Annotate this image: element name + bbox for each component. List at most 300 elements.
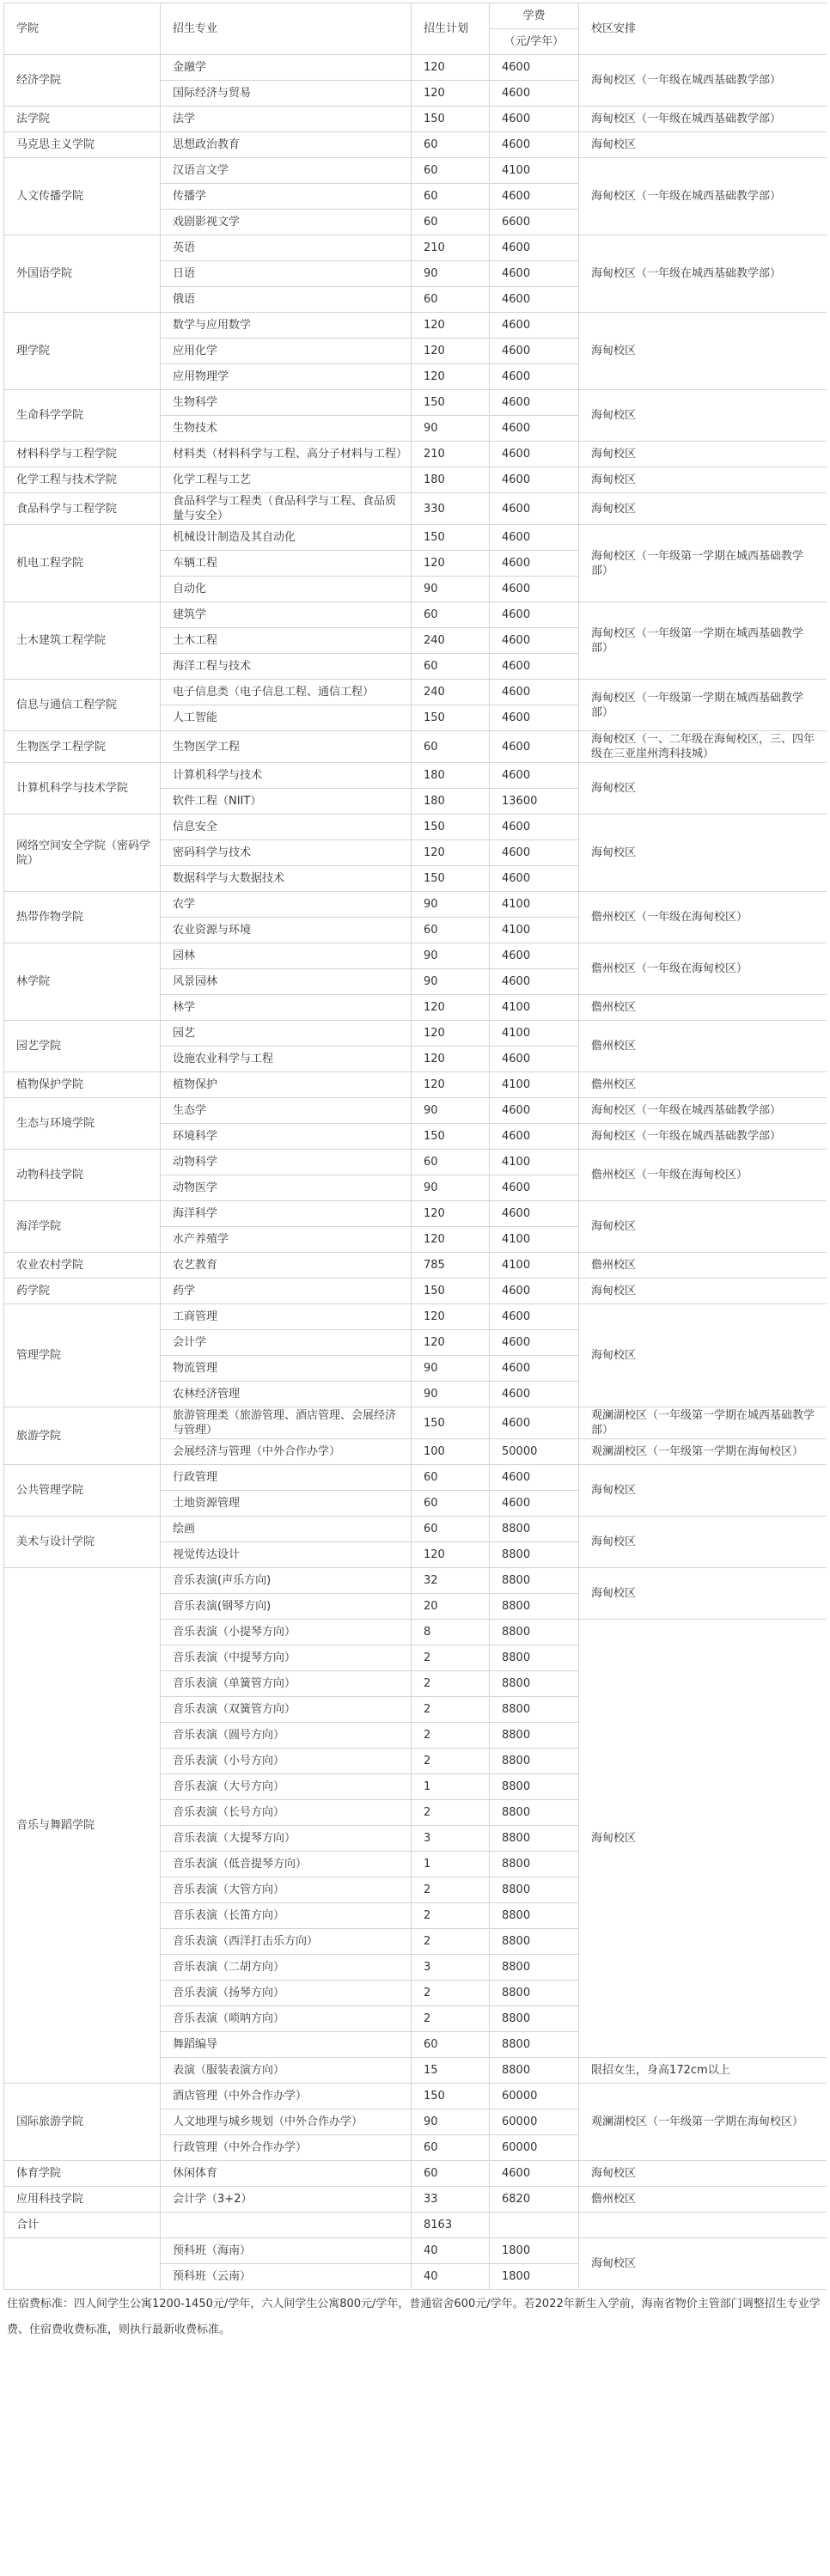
fee-cell: 4100 xyxy=(490,995,579,1021)
campus-cell: 限招女生，身高172cm以上 xyxy=(579,2058,827,2084)
plan-cell: 120 xyxy=(412,551,490,577)
college-cell: 信息与通信工程学院 xyxy=(4,680,161,731)
plan-cell: 90 xyxy=(412,1175,490,1201)
campus-cell: 海甸校区 xyxy=(579,2161,827,2187)
plan-cell: 2 xyxy=(412,1877,490,1903)
fee-cell: 4600 xyxy=(490,390,579,416)
fee-cell: 4600 xyxy=(490,1098,579,1124)
campus-cell: 海甸校区（一年级第一学期在城西基础教学部） xyxy=(579,602,827,680)
major-cell: 音乐表演（单簧管方向） xyxy=(161,1671,412,1697)
table-row xyxy=(4,55,827,81)
table-row xyxy=(4,2084,827,2109)
campus-cell: 海甸校区（一年级第一学期在城西基础教学部） xyxy=(579,525,827,602)
fee-cell: 8800 xyxy=(490,1645,579,1671)
fee-cell: 4600 xyxy=(490,705,579,731)
plan-cell: 32 xyxy=(412,1568,490,1594)
college-cell: 热带作物学院 xyxy=(4,892,161,943)
major-cell: 动物医学 xyxy=(161,1175,412,1201)
table-row xyxy=(4,132,827,158)
accommodation-footnote: 住宿费标准：四人间学生公寓1200-1450元/学年，六人间学生公寓800元/学年，普通宿舍600元/学年。若2022年新生入学前，海南省物价主管部门调整招生专业学费、住宿费收费标准，则执行最新收费标准。 xyxy=(7,2298,821,2336)
plan-cell: 90 xyxy=(412,1356,490,1382)
fee-cell: 4600 xyxy=(490,969,579,995)
campus-cell: 海甸校区 xyxy=(579,493,827,525)
plan-cell: 2 xyxy=(412,1903,490,1929)
major-cell: 林学 xyxy=(161,995,412,1021)
fee-cell: 4600 xyxy=(490,840,579,866)
fee-cell: 4600 xyxy=(490,184,579,210)
college-cell: 海洋学院 xyxy=(4,1201,161,1253)
plan-cell: 120 xyxy=(412,1542,490,1568)
college-cell: 网络空间安全学院（密码学院） xyxy=(4,815,161,892)
major-cell: 信息安全 xyxy=(161,815,412,840)
major-cell: 思想政治教育 xyxy=(161,132,412,158)
fee-cell xyxy=(490,2213,579,2238)
plan-cell: 33 xyxy=(412,2187,490,2213)
plan-cell: 150 xyxy=(412,815,490,840)
campus-cell: 儋州校区（一年级在海甸校区） xyxy=(579,1150,827,1201)
table-row xyxy=(4,1021,827,1047)
fee-cell: 4600 xyxy=(490,107,579,132)
plan-cell: 100 xyxy=(412,1439,490,1465)
campus-cell: 儋州校区 xyxy=(579,995,827,1021)
table-row xyxy=(4,1098,827,1124)
plan-cell: 3 xyxy=(412,1955,490,1981)
college-cell: 林学院 xyxy=(4,943,161,1021)
college-cell: 美术与设计学院 xyxy=(4,1517,161,1568)
fee-cell: 4600 xyxy=(490,1124,579,1150)
fee-cell: 4100 xyxy=(490,892,579,918)
major-cell: 音乐表演（小提琴方向） xyxy=(161,1620,412,1645)
college-cell: 生态与环境学院 xyxy=(4,1098,161,1150)
plan-cell: 120 xyxy=(412,995,490,1021)
fee-cell: 4600 xyxy=(490,2161,579,2187)
fee-cell: 8800 xyxy=(490,1774,579,1800)
campus-cell: 儋州校区 xyxy=(579,1253,827,1279)
campus-cell: 海甸校区 xyxy=(579,132,827,158)
major-cell: 农艺教育 xyxy=(161,1253,412,1279)
fee-cell: 8800 xyxy=(490,1826,579,1852)
header-fee xyxy=(490,3,579,55)
fee-cell: 4600 xyxy=(490,235,579,261)
plan-cell: 2 xyxy=(412,1800,490,1826)
campus-cell: 海甸校区 xyxy=(579,1620,827,2058)
header-fee-unit: （元/学年） xyxy=(490,28,578,54)
major-cell: 工商管理 xyxy=(161,1304,412,1330)
major-cell: 音乐表演（中提琴方向） xyxy=(161,1645,412,1671)
table-row xyxy=(4,1201,827,1227)
college-cell: 材料科学与工程学院 xyxy=(4,442,161,467)
college-cell: 药学院 xyxy=(4,1279,161,1304)
fee-cell: 8800 xyxy=(490,1981,579,2006)
major-cell: 法学 xyxy=(161,107,412,132)
campus-cell: 海甸校区 xyxy=(579,1465,827,1517)
college-cell: 生物医学工程学院 xyxy=(4,731,161,763)
header-major: 招生专业 xyxy=(161,3,412,55)
major-cell: 金融学 xyxy=(161,55,412,81)
plan-cell: 2 xyxy=(412,1645,490,1671)
fee-cell: 4600 xyxy=(490,1382,579,1407)
college-cell: 土木建筑工程学院 xyxy=(4,602,161,680)
major-cell: 电子信息类（电子信息工程、通信工程） xyxy=(161,680,412,705)
major-cell: 机械设计制造及其自动化 xyxy=(161,525,412,551)
fee-cell: 4600 xyxy=(490,1304,579,1330)
campus-cell: 海甸校区 xyxy=(579,763,827,815)
major-cell: 应用化学 xyxy=(161,339,412,364)
plan-cell: 120 xyxy=(412,81,490,107)
plan-cell: 60 xyxy=(412,2135,490,2161)
plan-cell: 60 xyxy=(412,1150,490,1175)
major-cell: 音乐表演（大号方向） xyxy=(161,1774,412,1800)
fee-cell: 4600 xyxy=(490,628,579,654)
plan-cell: 60 xyxy=(412,1491,490,1517)
table-row xyxy=(4,2187,827,2213)
plan-cell: 1 xyxy=(412,1774,490,1800)
table-header-row xyxy=(4,3,827,55)
major-cell xyxy=(161,2213,412,2238)
table-row xyxy=(4,1253,827,1279)
table-row xyxy=(4,158,827,184)
fee-cell: 4100 xyxy=(490,918,579,943)
campus-cell: 观澜湖校区（一年级第一学期在城西基础教学部） xyxy=(579,1407,827,1439)
plan-cell: 90 xyxy=(412,416,490,442)
fee-cell: 4600 xyxy=(490,525,579,551)
major-cell: 植物保护 xyxy=(161,1072,412,1098)
plan-cell: 150 xyxy=(412,1124,490,1150)
campus-cell: 海甸校区 xyxy=(579,1568,827,1620)
plan-cell: 2 xyxy=(412,2006,490,2032)
fee-cell: 4100 xyxy=(490,1072,579,1098)
table-row xyxy=(4,2238,827,2264)
campus-cell: 海甸校区 xyxy=(579,815,827,892)
major-cell: 农学 xyxy=(161,892,412,918)
header-fee-label: 学费 xyxy=(522,9,546,22)
plan-cell: 90 xyxy=(412,943,490,969)
fee-cell: 8800 xyxy=(490,2032,579,2058)
plan-cell: 60 xyxy=(412,602,490,628)
college-cell xyxy=(4,2238,161,2290)
fee-cell: 1800 xyxy=(490,2264,579,2290)
fee-cell: 4600 xyxy=(490,132,579,158)
fee-cell: 4100 xyxy=(490,1150,579,1175)
plan-cell: 2 xyxy=(412,1749,490,1774)
college-cell: 化学工程与技术学院 xyxy=(4,467,161,493)
major-cell: 化学工程与工艺 xyxy=(161,467,412,493)
college-cell: 法学院 xyxy=(4,107,161,132)
table-row xyxy=(4,493,827,525)
major-cell: 行政管理 xyxy=(161,1465,412,1491)
major-cell: 人工智能 xyxy=(161,705,412,731)
campus-cell: 海甸校区（一年级第一学期在城西基础教学部） xyxy=(579,680,827,731)
plan-cell: 2 xyxy=(412,1697,490,1723)
plan-cell: 40 xyxy=(412,2238,490,2264)
college-cell: 国际旅游学院 xyxy=(4,2084,161,2161)
fee-cell: 6600 xyxy=(490,210,579,235)
major-cell: 食品科学与工程类（食品科学与工程、食品质量与安全） xyxy=(161,493,412,525)
major-cell: 音乐表演（小号方向） xyxy=(161,1749,412,1774)
campus-cell: 海甸校区 xyxy=(579,442,827,467)
major-cell: 戏剧影视文学 xyxy=(161,210,412,235)
fee-cell: 4600 xyxy=(490,1407,579,1439)
table-row xyxy=(4,1407,827,1439)
plan-cell: 2 xyxy=(412,1981,490,2006)
fee-cell: 4600 xyxy=(490,339,579,364)
table-row xyxy=(4,525,827,551)
plan-cell: 60 xyxy=(412,731,490,763)
plan-cell: 240 xyxy=(412,628,490,654)
major-cell: 应用物理学 xyxy=(161,364,412,390)
plan-cell: 120 xyxy=(412,364,490,390)
fee-cell: 4100 xyxy=(490,158,579,184)
table-row xyxy=(4,1279,827,1304)
campus-cell: 海甸校区 xyxy=(579,390,827,442)
table-row xyxy=(4,602,827,628)
major-cell: 绘画 xyxy=(161,1517,412,1542)
fee-cell: 4600 xyxy=(490,1279,579,1304)
table-row xyxy=(4,2161,827,2187)
fee-cell: 4600 xyxy=(490,680,579,705)
major-cell: 车辆工程 xyxy=(161,551,412,577)
major-cell: 行政管理（中外合作办学） xyxy=(161,2135,412,2161)
campus-cell: 海甸校区 xyxy=(579,1201,827,1253)
plan-cell: 8163 xyxy=(412,2213,490,2238)
college-cell: 合计 xyxy=(4,2213,161,2238)
campus-cell: 海甸校区 xyxy=(579,1304,827,1407)
fee-cell: 8800 xyxy=(490,1877,579,1903)
fee-cell: 4600 xyxy=(490,1047,579,1072)
plan-cell: 150 xyxy=(412,1407,490,1439)
table-row xyxy=(4,1304,827,1330)
plan-cell: 60 xyxy=(412,1465,490,1491)
table-row xyxy=(4,442,827,467)
admission-plan-table xyxy=(3,3,827,2290)
fee-cell: 8800 xyxy=(490,2058,579,2084)
fee-cell: 4600 xyxy=(490,602,579,628)
fee-cell: 4100 xyxy=(490,1021,579,1047)
table-row xyxy=(4,1072,827,1098)
college-cell: 计算机科学与技术学院 xyxy=(4,763,161,815)
table-row xyxy=(4,107,827,132)
major-cell: 水产养殖学 xyxy=(161,1227,412,1253)
major-cell: 自动化 xyxy=(161,577,412,602)
campus-cell: 海甸校区（一年级在城西基础教学部） xyxy=(579,158,827,235)
fee-cell: 8800 xyxy=(490,1749,579,1774)
plan-cell: 120 xyxy=(412,1047,490,1072)
major-cell: 会计学 xyxy=(161,1330,412,1356)
major-cell: 音乐表演（西洋打击乐方向） xyxy=(161,1929,412,1955)
fee-cell: 4100 xyxy=(490,1227,579,1253)
campus-cell: 海甸校区（一、二年级在海甸校区，三、四年级在三亚崖州湾科技城） xyxy=(579,731,827,763)
major-cell: 音乐表演（长号方向） xyxy=(161,1800,412,1826)
plan-cell: 90 xyxy=(412,892,490,918)
fee-cell: 4600 xyxy=(490,1201,579,1227)
major-cell: 旅游管理类（旅游管理、酒店管理、会展经济与管理） xyxy=(161,1407,412,1439)
fee-cell: 8800 xyxy=(490,1542,579,1568)
campus-cell: 海甸校区 xyxy=(579,1517,827,1568)
major-cell: 音乐表演(声乐方向) xyxy=(161,1568,412,1594)
table-row xyxy=(4,235,827,261)
fee-cell: 1800 xyxy=(490,2238,579,2264)
major-cell: 海洋工程与技术 xyxy=(161,654,412,680)
fee-cell: 4600 xyxy=(490,55,579,81)
major-cell: 密码科学与技术 xyxy=(161,840,412,866)
fee-cell: 8800 xyxy=(490,1723,579,1749)
college-cell: 机电工程学院 xyxy=(4,525,161,602)
fee-cell: 4600 xyxy=(490,261,579,287)
campus-cell: 儋州校区（一年级在海甸校区） xyxy=(579,892,827,943)
college-cell: 经济学院 xyxy=(4,55,161,107)
plan-cell: 60 xyxy=(412,1517,490,1542)
table-row xyxy=(4,892,827,918)
major-cell: 生物科学 xyxy=(161,390,412,416)
campus-cell: 儋州校区 xyxy=(579,1072,827,1098)
major-cell: 风景园林 xyxy=(161,969,412,995)
fee-cell: 4600 xyxy=(490,313,579,339)
plan-cell: 60 xyxy=(412,132,490,158)
major-cell: 音乐表演(钢琴方向) xyxy=(161,1594,412,1620)
college-cell: 外国语学院 xyxy=(4,235,161,313)
fee-cell: 8800 xyxy=(490,1697,579,1723)
major-cell: 日语 xyxy=(161,261,412,287)
college-cell: 农业农村学院 xyxy=(4,1253,161,1279)
plan-cell: 2 xyxy=(412,1929,490,1955)
plan-cell: 120 xyxy=(412,1330,490,1356)
major-cell: 音乐表演（唢呐方向） xyxy=(161,2006,412,2032)
plan-cell: 90 xyxy=(412,969,490,995)
plan-cell: 90 xyxy=(412,1098,490,1124)
major-cell: 物流管理 xyxy=(161,1356,412,1382)
plan-cell: 60 xyxy=(412,287,490,313)
plan-cell: 120 xyxy=(412,313,490,339)
major-cell: 休闲体育 xyxy=(161,2161,412,2187)
fee-cell: 4600 xyxy=(490,1491,579,1517)
fee-cell: 8800 xyxy=(490,1594,579,1620)
major-cell: 海洋科学 xyxy=(161,1201,412,1227)
major-cell: 英语 xyxy=(161,235,412,261)
plan-cell: 3 xyxy=(412,1826,490,1852)
major-cell: 音乐表演（大管方向） xyxy=(161,1877,412,1903)
fee-cell: 4600 xyxy=(490,577,579,602)
plan-cell: 240 xyxy=(412,680,490,705)
college-cell: 马克思主义学院 xyxy=(4,132,161,158)
header-campus: 校区安排 xyxy=(579,3,827,55)
major-cell: 园艺 xyxy=(161,1021,412,1047)
plan-cell: 120 xyxy=(412,1021,490,1047)
college-cell: 食品科学与工程学院 xyxy=(4,493,161,525)
plan-cell: 120 xyxy=(412,1227,490,1253)
fee-cell: 4600 xyxy=(490,654,579,680)
major-cell: 舞蹈编导 xyxy=(161,2032,412,2058)
major-cell: 预科班（云南） xyxy=(161,2264,412,2290)
campus-cell: 海甸校区 xyxy=(579,2238,827,2290)
plan-cell: 150 xyxy=(412,1279,490,1304)
fee-cell: 4600 xyxy=(490,1330,579,1356)
table-row xyxy=(4,1465,827,1491)
plan-cell: 150 xyxy=(412,525,490,551)
fee-cell: 4600 xyxy=(490,81,579,107)
campus-cell: 海甸校区（一年级在城西基础教学部） xyxy=(579,107,827,132)
plan-cell: 150 xyxy=(412,390,490,416)
plan-cell: 180 xyxy=(412,789,490,815)
fee-cell: 50000 xyxy=(490,1439,579,1465)
plan-cell: 90 xyxy=(412,2109,490,2135)
major-cell: 酒店管理（中外合作办学） xyxy=(161,2084,412,2109)
fee-cell: 4600 xyxy=(490,493,579,525)
fee-cell: 8800 xyxy=(490,1955,579,1981)
major-cell: 数学与应用数学 xyxy=(161,313,412,339)
major-cell: 计算机科学与技术 xyxy=(161,763,412,789)
plan-cell: 8 xyxy=(412,1620,490,1645)
major-cell: 音乐表演（大提琴方向） xyxy=(161,1826,412,1852)
college-cell: 管理学院 xyxy=(4,1304,161,1407)
table-row xyxy=(4,731,827,763)
campus-cell: 海甸校区（一年级在城西基础教学部） xyxy=(579,55,827,107)
table-row xyxy=(4,815,827,840)
fee-cell: 13600 xyxy=(490,789,579,815)
major-cell: 生态学 xyxy=(161,1098,412,1124)
table-row xyxy=(4,390,827,416)
plan-cell: 150 xyxy=(412,107,490,132)
campus-cell: 观澜湖校区（一年级第一学期在海甸校区） xyxy=(579,2084,827,2161)
fee-cell: 6820 xyxy=(490,2187,579,2213)
plan-cell: 210 xyxy=(412,235,490,261)
college-cell: 生命科学学院 xyxy=(4,390,161,442)
plan-cell: 20 xyxy=(412,1594,490,1620)
plan-cell: 15 xyxy=(412,2058,490,2084)
major-cell: 会计学（3+2） xyxy=(161,2187,412,2213)
major-cell: 药学 xyxy=(161,1279,412,1304)
campus-cell: 儋州校区 xyxy=(579,1021,827,1072)
admission-plan-page xyxy=(3,3,827,2573)
campus-cell: 海甸校区（一年级在城西基础教学部） xyxy=(579,1124,827,1150)
plan-cell: 120 xyxy=(412,339,490,364)
major-cell: 建筑学 xyxy=(161,602,412,628)
major-cell: 音乐表演（圆号方向） xyxy=(161,1723,412,1749)
college-cell: 理学院 xyxy=(4,313,161,390)
college-cell: 动物科技学院 xyxy=(4,1150,161,1201)
plan-cell: 60 xyxy=(412,2032,490,2058)
plan-cell: 60 xyxy=(412,918,490,943)
major-cell: 软件工程（NIIT） xyxy=(161,789,412,815)
fee-cell: 8800 xyxy=(490,1929,579,1955)
fee-cell: 8800 xyxy=(490,1852,579,1877)
plan-cell: 120 xyxy=(412,1201,490,1227)
major-cell: 土木工程 xyxy=(161,628,412,654)
major-cell: 俄语 xyxy=(161,287,412,313)
major-cell: 人文地理与城乡规划（中外合作办学） xyxy=(161,2109,412,2135)
campus-cell: 海甸校区 xyxy=(579,1279,827,1304)
major-cell: 设施农业科学与工程 xyxy=(161,1047,412,1072)
fee-cell: 4600 xyxy=(490,731,579,763)
campus-cell: 儋州校区（一年级在海甸校区） xyxy=(579,943,827,995)
major-cell: 国际经济与贸易 xyxy=(161,81,412,107)
table-row xyxy=(4,1517,827,1542)
table-row xyxy=(4,763,827,789)
college-cell: 体育学院 xyxy=(4,2161,161,2187)
fee-cell: 4600 xyxy=(490,287,579,313)
plan-cell: 90 xyxy=(412,261,490,287)
plan-cell: 90 xyxy=(412,1382,490,1407)
major-cell: 传播学 xyxy=(161,184,412,210)
plan-cell: 180 xyxy=(412,763,490,789)
fee-cell: 4600 xyxy=(490,551,579,577)
fee-cell: 8800 xyxy=(490,1517,579,1542)
campus-cell: 儋州校区 xyxy=(579,2187,827,2213)
fee-cell: 8800 xyxy=(490,1620,579,1645)
major-cell: 音乐表演（低音提琴方向） xyxy=(161,1852,412,1877)
plan-cell: 120 xyxy=(412,55,490,81)
major-cell: 数据科学与大数据技术 xyxy=(161,866,412,892)
major-cell: 音乐表演（二胡方向） xyxy=(161,1955,412,1981)
